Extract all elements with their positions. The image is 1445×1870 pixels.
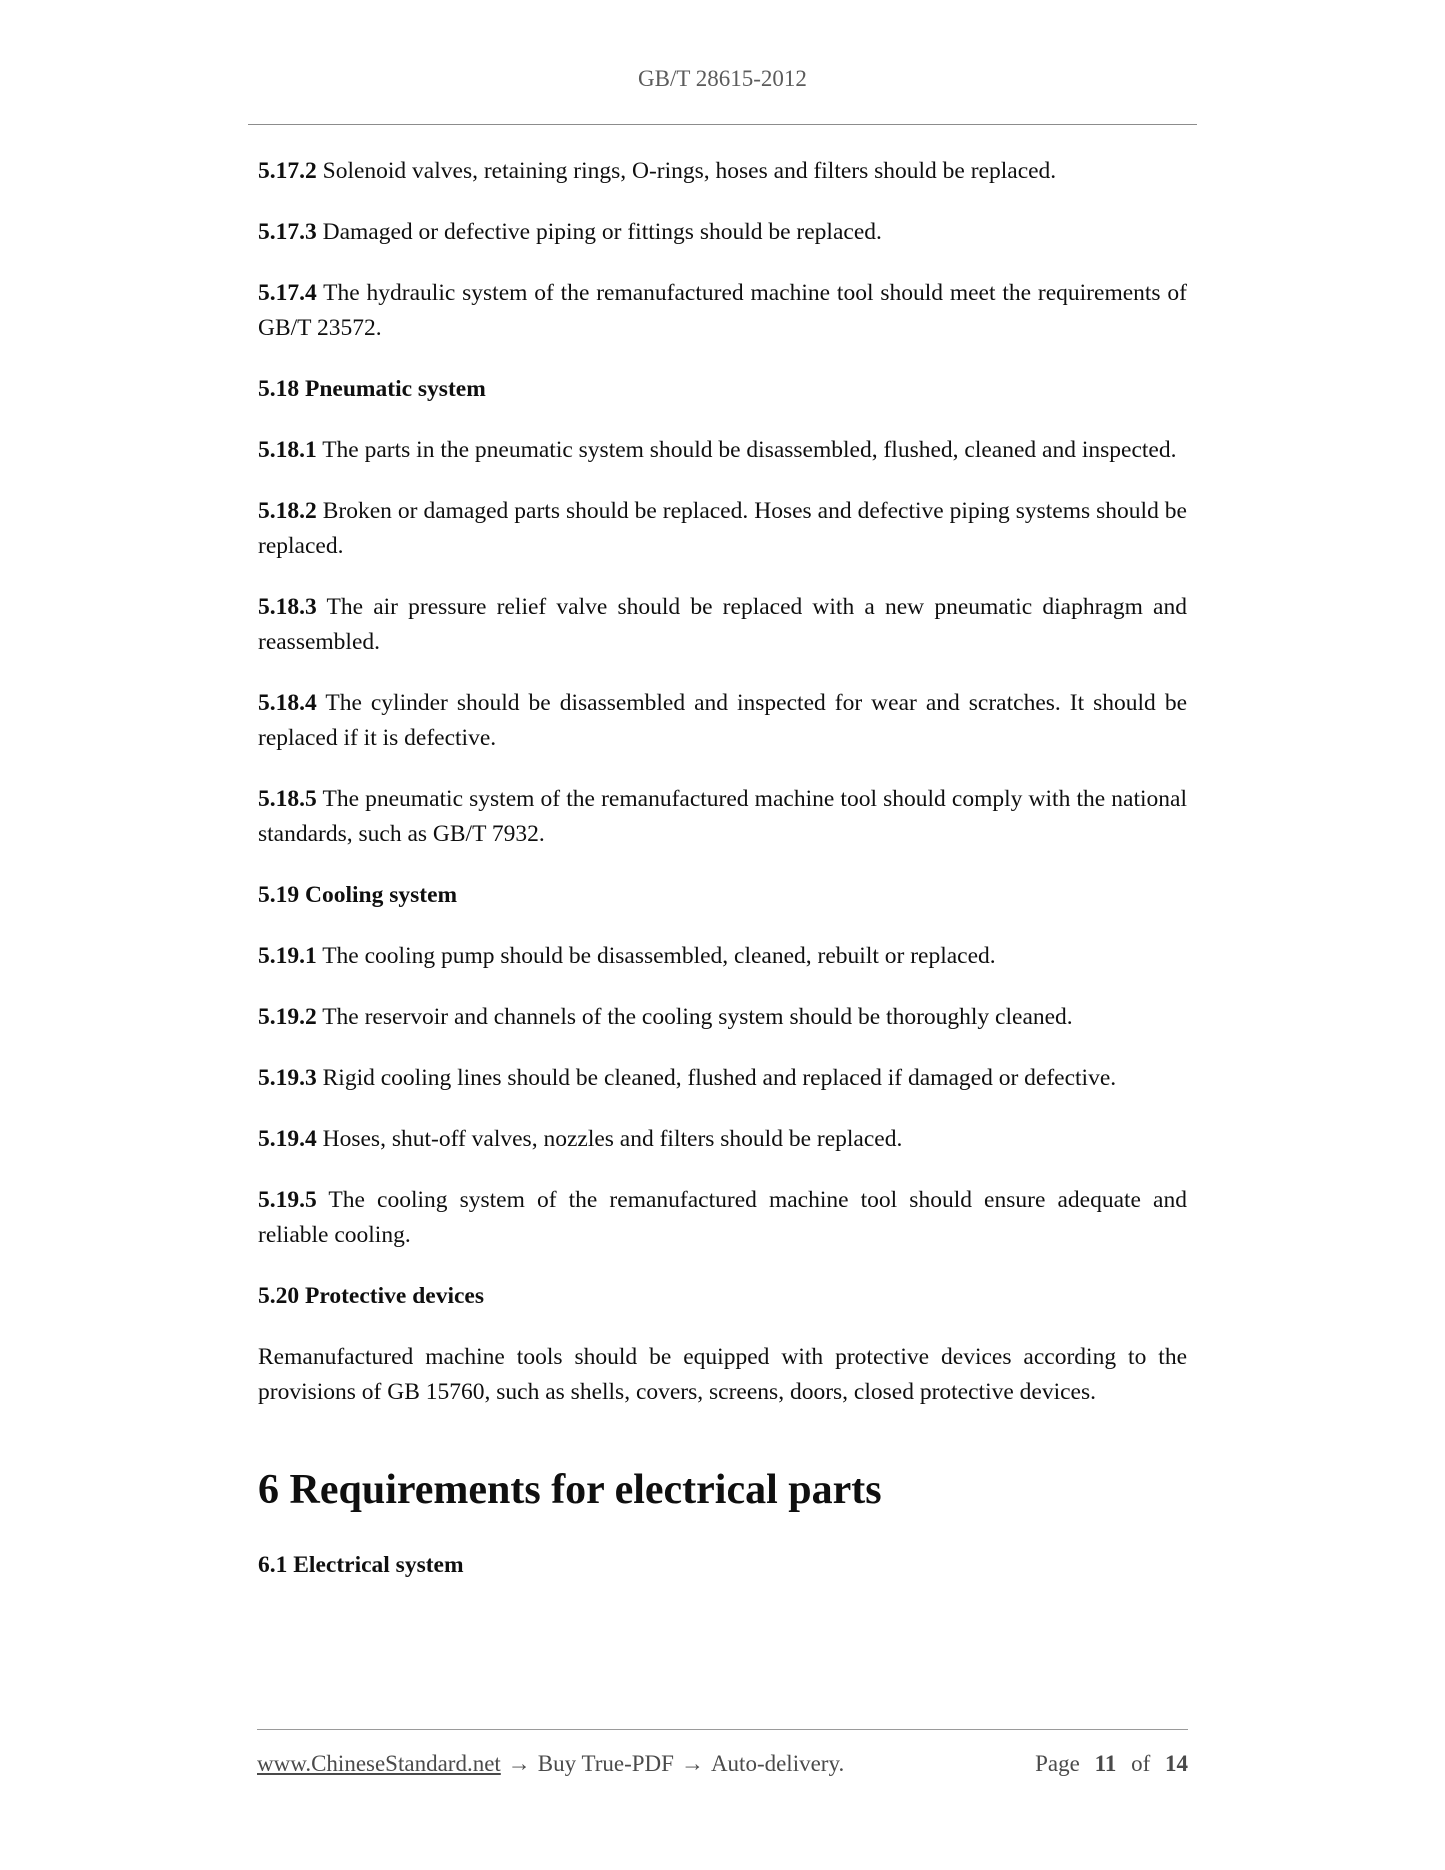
footer-source-line — [257, 1750, 844, 1778]
chapter-heading: 6 Requirements for electrical parts — [258, 1467, 882, 1513]
clause-number: 5.19.1 — [258, 943, 317, 969]
right-arrow-icon: → — [680, 1751, 704, 1776]
footer-step-delivery: Auto-delivery. — [710, 1751, 845, 1776]
page-number: 11 — [1094, 1751, 1117, 1776]
body-paragraph: 5.17.4 The hydraulic system of the remanufactured machine tool should meet the requirements of GB/T 23572. — [258, 280, 1187, 341]
body-paragraph: 5.18.1 The parts in the pneumatic system should be disassembled, flushed, cleaned and inspected. — [258, 437, 1177, 463]
clause-number: 5.18.3 — [258, 594, 317, 620]
body-paragraph: Remanufactured machine tools should be equipped with protective devices according to the provisions of GB 15760, such as shells, covers, screens, doors, closed protective devices. — [258, 1344, 1187, 1405]
body-paragraph: 5.19.5 The cooling system of the remanufactured machine tool should ensure adequate and reliable cooling. — [258, 1187, 1187, 1248]
body-paragraph: 5.17.3 Damaged or defective piping or fittings should be replaced. — [258, 219, 882, 245]
right-arrow-icon: → — [507, 1751, 531, 1776]
document-number: GB/T 28615-2012 — [638, 66, 807, 91]
body-paragraph: 5.19.3 Rigid cooling lines should be cleaned, flushed and replaced if damaged or defective. — [258, 1065, 1117, 1091]
section-heading: 6.1 Electrical system — [258, 1552, 464, 1578]
body-paragraph: 5.19.4 Hoses, shut-off valves, nozzles and filters should be replaced. — [258, 1126, 903, 1152]
section-heading: 5.20 Protective devices — [258, 1283, 484, 1309]
body-paragraph: 5.18.5 The pneumatic system of the remanufactured machine tool should comply with the national standards, such as GB/T 7932. — [258, 786, 1187, 847]
clause-number: 5.18.5 — [258, 786, 317, 812]
clause-number: 5.17.4 — [258, 280, 317, 306]
body-paragraph: 5.18.4 The cylinder should be disassembled and inspected for wear and scratches. It should be replaced if it is defective. — [258, 690, 1187, 751]
body-paragraph: 5.19.2 The reservoir and channels of the cooling system should be thoroughly cleaned. — [258, 1004, 1073, 1030]
clause-number: 5.19.4 — [258, 1126, 317, 1152]
page-total: 14 — [1165, 1751, 1188, 1776]
body-paragraph: 5.19.1 The cooling pump should be disassembled, cleaned, rebuilt or replaced. — [258, 943, 996, 969]
body-paragraph: 5.18.2 Broken or damaged parts should be replaced. Hoses and defective piping systems should be replaced. — [258, 498, 1187, 559]
of-label: of — [1131, 1751, 1151, 1776]
section-heading: 5.18 Pneumatic system — [258, 376, 486, 402]
body-paragraph: 5.18.3 The air pressure relief valve should be replaced with a new pneumatic diaphragm and reassembled. — [258, 594, 1187, 655]
clause-number: 5.18.2 — [258, 498, 317, 524]
clause-number: 5.17.3 — [258, 219, 317, 245]
website-link[interactable]: www.ChineseStandard.net — [257, 1751, 501, 1776]
clause-number: 5.19.2 — [258, 1004, 317, 1030]
section-heading: 5.19 Cooling system — [258, 882, 458, 908]
page-indicator — [1035, 1750, 1188, 1778]
footer-step-buy: Buy True-PDF — [537, 1751, 674, 1776]
page-footer — [257, 1729, 1188, 1778]
clause-number: 5.17.2 — [258, 158, 317, 184]
clause-number: 5.18.1 — [258, 437, 317, 463]
clause-number: 5.19.5 — [258, 1187, 317, 1213]
page-header — [0, 0, 1445, 125]
clause-number: 5.19.3 — [258, 1065, 317, 1091]
page-label: Page — [1035, 1751, 1080, 1776]
clause-number: 5.18.4 — [258, 690, 317, 716]
document-body — [258, 125, 1187, 1583]
body-paragraph: 5.17.2 Solenoid valves, retaining rings, O-rings, hoses and filters should be replaced. — [258, 158, 1057, 184]
